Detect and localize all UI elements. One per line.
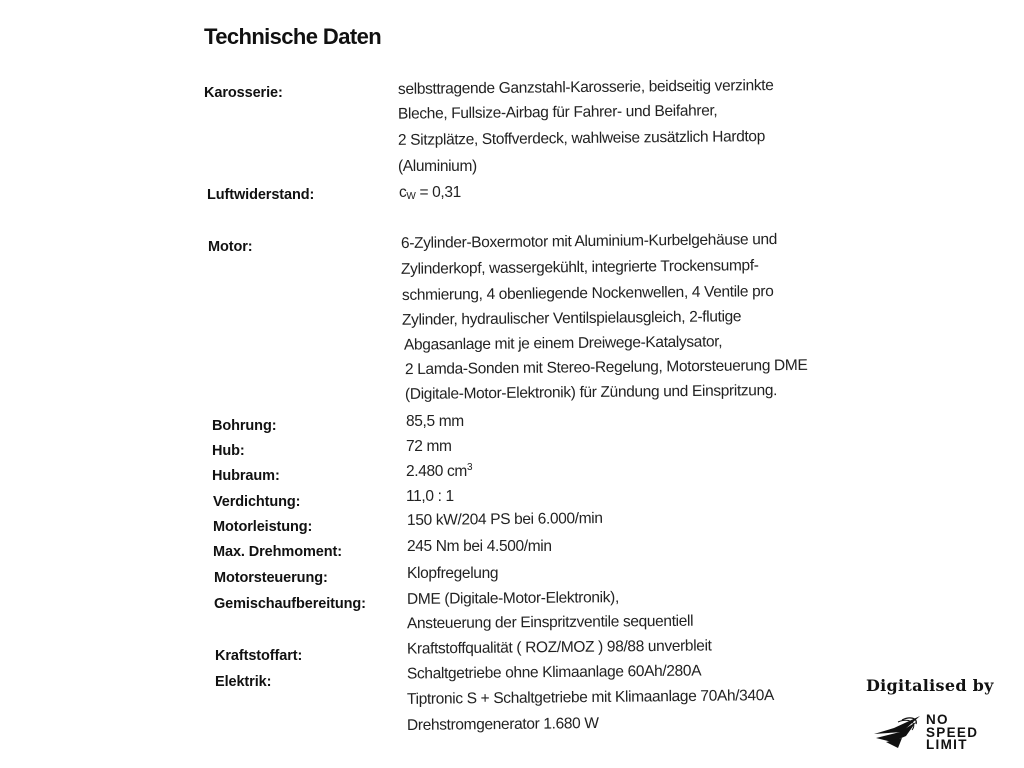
- label-motorleistung: Motorleistung:: [213, 519, 313, 535]
- label-gemischaufbereitung: Gemischaufbereitung:: [214, 596, 366, 612]
- value-hubraum: [406, 463, 472, 481]
- logo-word-1: NO: [926, 712, 949, 727]
- label-luftwiderstand: Luftwiderstand:: [207, 187, 315, 203]
- value-hub: 72 mm: [406, 438, 452, 455]
- value-motor-line-6: 2 Lamda-Sonden mit Stereo-Regelung, Motorsteuerung DME: [404, 356, 808, 379]
- cw-symbol: c: [399, 184, 407, 201]
- logo-word-2: SPEED: [926, 724, 979, 740]
- value-elektrik-line-1: Schaltgetriebe ohne Klimaanlage 60Ah/280A: [406, 662, 702, 683]
- label-verdichtung: Verdichtung:: [213, 494, 301, 510]
- value-motor-line-4: Zylinder, hydraulischer Ventilspielausgleich, 2-flutige: [401, 308, 742, 329]
- value-motor-line-7: (Digitale-Motor-Elektronik) für Zündung und Einspritzung.: [404, 382, 778, 403]
- logo-wordmark: [926, 714, 978, 752]
- value-elektrik-line-2: Tiptronic S + Schaltgetriebe mit Klimaanlage 70Ah/340A: [406, 687, 775, 708]
- label-karosserie: Karosserie:: [204, 85, 283, 101]
- label-bohrung: Bohrung:: [212, 418, 277, 434]
- value-luftwiderstand: [399, 184, 461, 202]
- value-karosserie-line-1: selbsttragende Ganzstahl-Karosserie, beidseitig verzinkte: [397, 77, 774, 98]
- cw-value: = 0,31: [415, 184, 461, 201]
- value-gemischaufbereitung-line-2: Ansteuerung der Einspritzventile sequentiell: [406, 612, 694, 633]
- value-bohrung: 85,5 mm: [406, 413, 464, 430]
- value-motor-line-5: Abgasanlage mit je einem Dreiwege-Katalysator,: [403, 333, 723, 354]
- digitalised-by-branding: [858, 674, 1020, 768]
- speed-swoosh-icon: [872, 712, 924, 752]
- value-motor-line-1: 6-Zylinder-Boxermotor mit Aluminium-Kurbelgehäuse und: [400, 231, 778, 252]
- value-verdichtung: 11,0 : 1: [406, 488, 454, 505]
- label-hubraum: Hubraum:: [212, 468, 280, 484]
- value-kraftstoffart: Kraftstoffqualität ( ROZ/MOZ ) 98/88 unverbleit: [406, 637, 712, 658]
- page-title: Technische Daten: [204, 24, 382, 49]
- value-motorleistung: 150 kW/204 PS bei 6.000/min: [406, 509, 603, 530]
- logo-word-3: LIMIT: [926, 737, 968, 752]
- label-drehmoment: Max. Drehmoment:: [213, 544, 342, 560]
- value-motor-line-2: Zylinderkopf, wassergekühlt, integrierte Trockensumpf-: [400, 257, 759, 278]
- label-hub: Hub:: [212, 443, 245, 459]
- value-drehmoment: 245 Nm bei 4.500/min: [407, 538, 552, 555]
- label-motor: Motor:: [208, 239, 253, 255]
- value-motorsteuerung: Klopfregelung: [407, 565, 499, 582]
- value-elektrik-line-3: Drehstromgenerator 1.680 W: [406, 714, 599, 735]
- hubraum-exponent: 3: [466, 462, 473, 473]
- value-karosserie-line-3: 2 Sitzplätze, Stoffverdeck, wahlweise zusätzlich Hardtop: [397, 128, 766, 149]
- value-gemischaufbereitung-line-1: DME (Digitale-Motor-Elektronik),: [406, 589, 619, 608]
- hubraum-number: 2.480 cm: [406, 463, 467, 480]
- label-motorsteuerung: Motorsteuerung:: [214, 570, 328, 586]
- no-speed-limit-logo: [872, 712, 1012, 762]
- digitalised-by-caption: Digitalised by: [866, 676, 994, 695]
- label-elektrik: Elektrik:: [215, 674, 272, 690]
- cw-subscript: W: [406, 191, 416, 202]
- label-kraftstoffart: Kraftstoffart:: [215, 648, 303, 664]
- value-karosserie-line-2: Bleche, Fullsize-Airbag für Fahrer- und Beifahrer,: [397, 102, 718, 123]
- value-motor-line-3: schmierung, 4 obenliegende Nockenwellen, 4 Ventile pro: [401, 283, 774, 304]
- value-karosserie-line-4: (Aluminium): [398, 158, 477, 175]
